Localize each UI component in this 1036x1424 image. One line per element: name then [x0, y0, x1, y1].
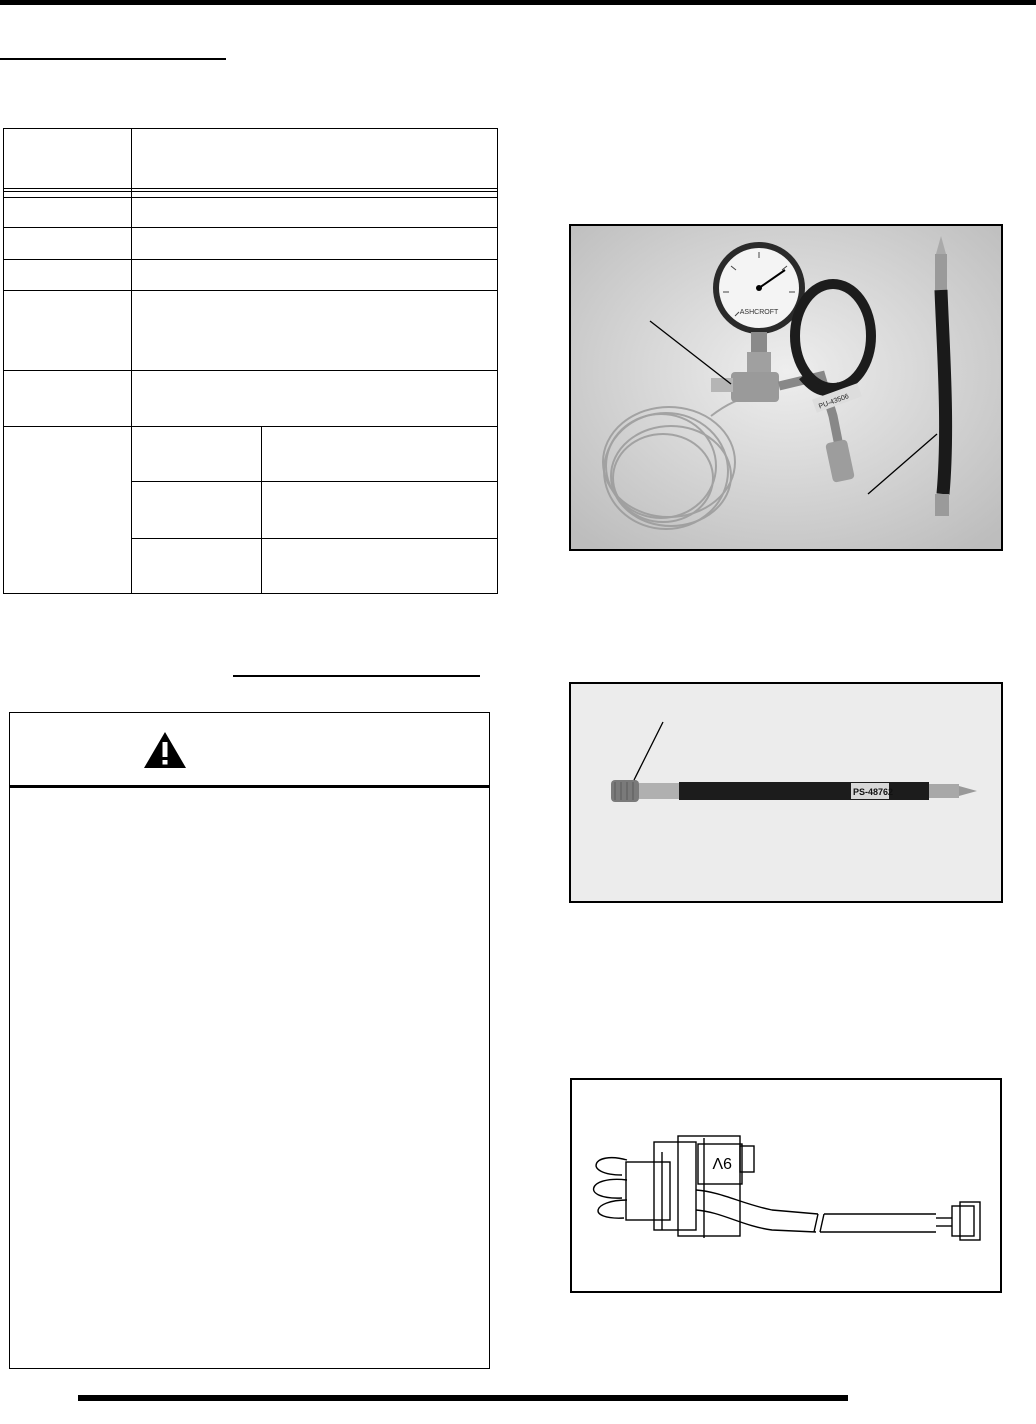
harness-connector-label: 9V [712, 1154, 732, 1171]
gauge-brand-label: ASHCROFT [739, 309, 779, 316]
table-row-divider [4, 370, 497, 371]
section-heading-underline [0, 58, 226, 60]
wiring-harness-illustration [570, 1078, 1002, 1293]
table-row-divider [4, 197, 497, 198]
footer-rule [78, 1395, 848, 1401]
table-header-separator [4, 188, 497, 192]
table-row-divider [4, 227, 497, 228]
top-page-rule [0, 0, 1036, 5]
table-row-divider [4, 259, 497, 260]
fuel-pressure-gauge-photo [569, 224, 1003, 551]
table-row-divider [4, 426, 497, 427]
warning-triangle-icon [143, 731, 187, 769]
gauge-hose-tag: PU-43506 [817, 393, 850, 411]
table-subcolumn-divider [261, 426, 262, 594]
warning-box [9, 712, 490, 1369]
table-row-divider [4, 290, 497, 291]
table-subrow-divider [132, 481, 498, 482]
warning-header-separator [10, 785, 489, 788]
specification-table [3, 128, 498, 594]
adapter-hose-photo [569, 682, 1003, 903]
subsection-heading-underline [233, 675, 480, 677]
table-subrow-divider [132, 538, 498, 539]
adapter-hose-tag: PS-48762 [853, 787, 894, 797]
table-column-divider [131, 129, 132, 593]
